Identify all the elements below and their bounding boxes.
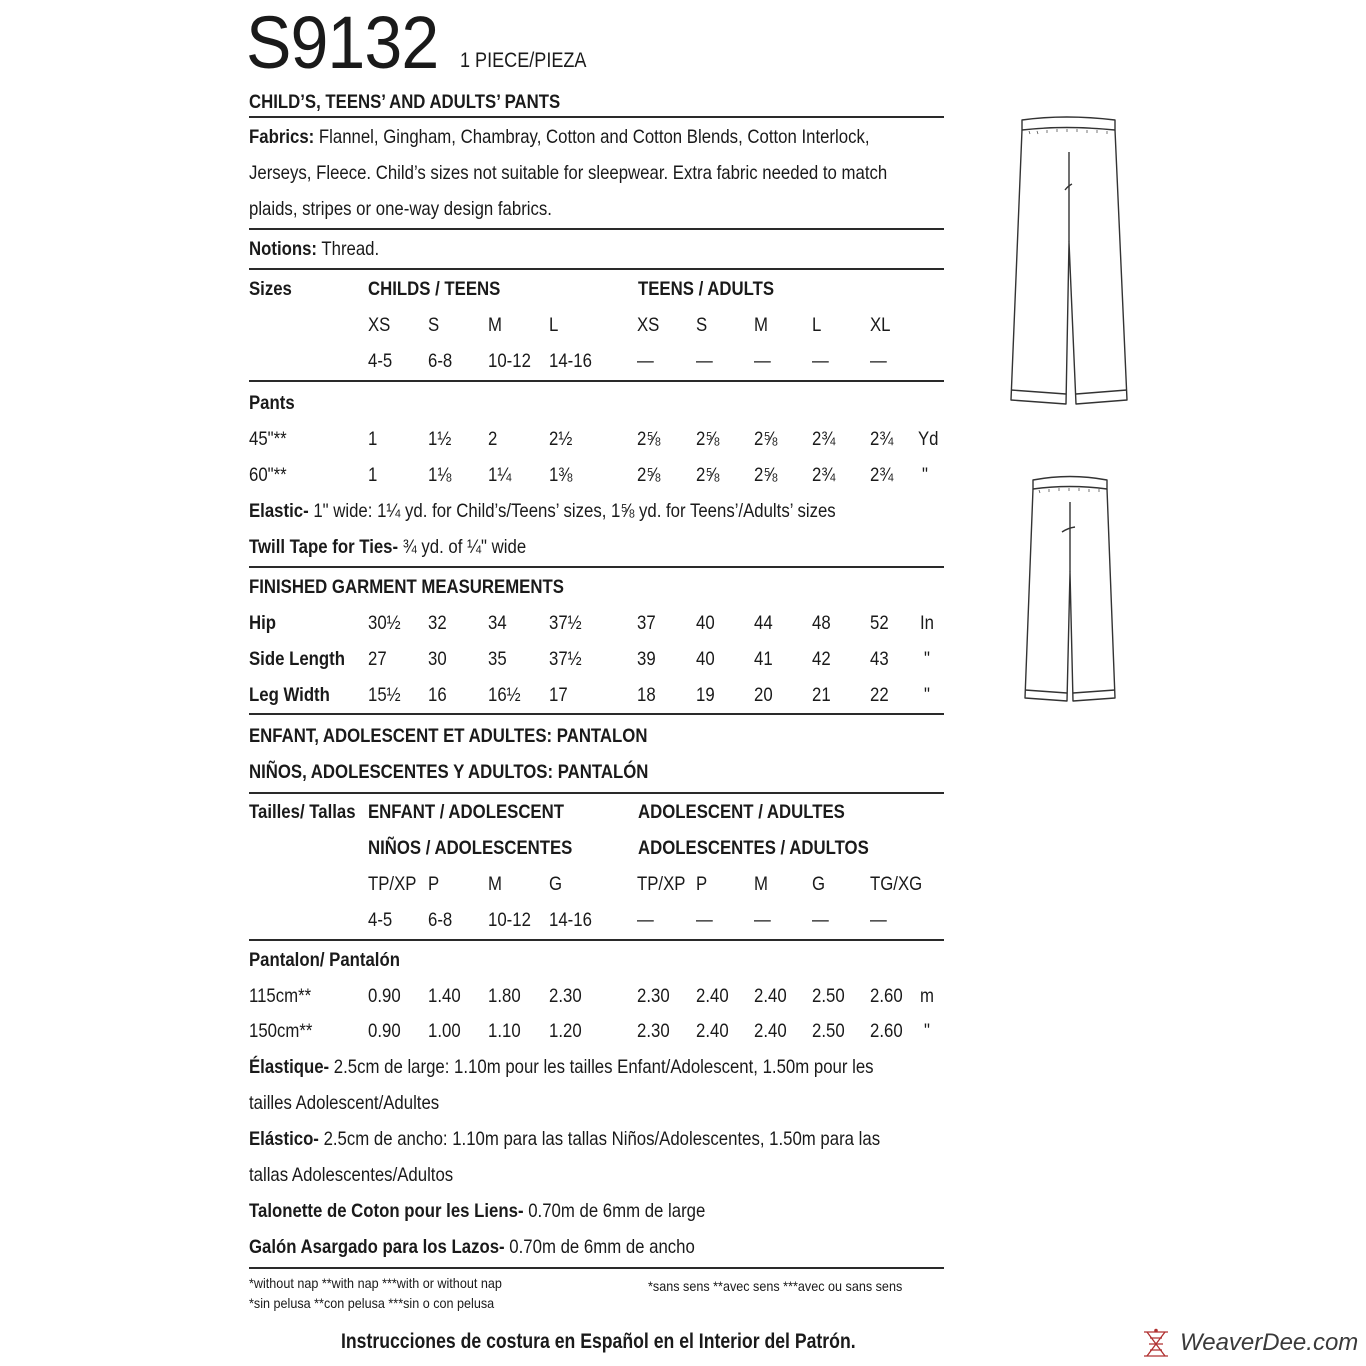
elastique-label: Élastique-: [249, 1056, 330, 1078]
meterage-row-150-cell: 0.90: [368, 1020, 401, 1042]
divider: [249, 792, 944, 794]
size-codes-row-fr-cell: TP/XP: [637, 873, 686, 895]
title-spanish: NIÑOS, ADOLESCENTES Y ADULTOS: PANTALÓN: [249, 761, 649, 783]
talonette-line: [249, 1199, 705, 1223]
size-codes-row-cell: XS: [368, 314, 391, 336]
size-codes-row-cell: XS: [637, 314, 660, 336]
size-ages-row-cell: 14-16: [549, 350, 592, 372]
pants-label: Pants: [249, 392, 295, 414]
size-ages-row-cell: —: [637, 350, 654, 372]
measure-row-hip-cell: 52: [870, 612, 889, 634]
size-ages-row-fr-cell: —: [754, 909, 771, 931]
measure-row-leg-width-cell: 16: [428, 684, 447, 706]
measure-label-leg-width: Leg Width: [249, 684, 330, 706]
measure-row-hip-cell: 44: [754, 612, 773, 634]
fabrics-line-3: plaids, stripes or one-way design fabrics.: [249, 198, 552, 220]
size-codes-row-cell: S: [428, 314, 440, 336]
measure-label-hip: Hip: [249, 612, 277, 634]
divider: [249, 268, 944, 270]
size-group-ninos-adolescentes: NIÑOS / ADOLESCENTES: [368, 837, 573, 859]
elastique-line-2: tailles Adolescent/Adultes: [249, 1092, 440, 1114]
measure-row-side-length-cell: 35: [488, 648, 507, 670]
notions-label: Notions:: [249, 238, 318, 260]
size-ages-row-cell: —: [870, 350, 887, 372]
size-group-adolescentes-adultos: ADOLESCENTES / ADULTOS: [638, 837, 869, 859]
size-codes-row-fr-cell: G: [812, 873, 826, 895]
divider: [249, 380, 944, 382]
unit-label: In: [920, 612, 934, 634]
yardage-row-45-cell: 1: [368, 428, 378, 450]
galon-label: Galón Asargado para los Lazos-: [249, 1236, 505, 1258]
yardage-row-45-cell: 2: [488, 428, 498, 450]
divider: [249, 939, 944, 941]
yardage-row-60-cell: 1: [368, 464, 378, 486]
meterage-row-115-cell: 2.30: [549, 985, 582, 1007]
size-ages-row-cell: 4-5: [368, 350, 393, 372]
footnote-spanish: *sin pelusa **con pelusa ***sin o con pelusa: [249, 1295, 495, 1311]
meterage-row-115-cell: 2.60: [870, 985, 903, 1007]
fabrics-text-1: Flannel, Gingham, Chambray, Cotton and Cotton Blends, Cotton Interlock,: [318, 126, 870, 148]
size-codes-row-fr-cell: M: [754, 873, 768, 895]
measure-row-leg-width-cell: 16½: [488, 684, 521, 706]
yardage-row-60-cell: 2⅝: [754, 464, 778, 486]
title-french: ENFANT, ADOLESCENT ET ADULTES: PANTALON: [249, 725, 648, 747]
divider: [249, 228, 944, 230]
size-ages-row-cell: —: [812, 350, 829, 372]
pants-front-drawing: [1005, 112, 1135, 412]
measure-row-side-length-cell: 43: [870, 648, 889, 670]
fabrics-label: Fabrics:: [249, 126, 315, 148]
meterage-row-150-cell: 1.10: [488, 1020, 521, 1042]
size-ages-row-cell: —: [696, 350, 713, 372]
twill-tape-line: [249, 535, 526, 559]
size-ages-row-fr-cell: 14-16: [549, 909, 592, 931]
twill-tape-label: Twill Tape for Ties-: [249, 536, 399, 558]
yardage-row-60-cell: 1⅛: [428, 464, 452, 486]
size-ages-row-cell: 6-8: [428, 350, 453, 372]
pants-back-drawing: [1015, 472, 1125, 704]
divider: [249, 713, 944, 715]
size-ages-row-cell: 10-12: [488, 350, 531, 372]
yardage-row-45-cell: 2½: [549, 428, 573, 450]
footnote-french: *sans sens **avec sens ***avec ou sans sens: [648, 1278, 903, 1294]
elastic-line: [249, 499, 836, 523]
size-codes-row-cell: L: [549, 314, 559, 336]
measure-row-hip-cell: 48: [812, 612, 831, 634]
watermark-text: WeaverDee.com: [1180, 1329, 1359, 1356]
meterage-row-150-cell: 1.00: [428, 1020, 461, 1042]
unit-label: ": [924, 684, 930, 706]
spanish-instructions-note: Instrucciones de costura en Español en el Interior del Patrón.: [341, 1330, 856, 1353]
fabrics-line-1: [249, 125, 870, 149]
measure-row-leg-width-cell: 19: [696, 684, 715, 706]
pantalon-label: Pantalon/ Pantalón: [249, 949, 400, 971]
spool-logo-icon: [1138, 1328, 1174, 1360]
size-ages-row-cell: —: [754, 350, 771, 372]
meterage-row-150-cell: 2.40: [696, 1020, 729, 1042]
measure-row-leg-width-cell: 22: [870, 684, 889, 706]
unit-label: ": [924, 648, 930, 670]
measure-row-hip-cell: 40: [696, 612, 715, 634]
size-codes-row-cell: XL: [870, 314, 891, 336]
meterage-row-115-cell: 1.80: [488, 985, 521, 1007]
notions-text: Thread.: [321, 238, 380, 260]
size-codes-row-fr-cell: G: [549, 873, 563, 895]
size-codes-row-cell: M: [488, 314, 502, 336]
measure-row-side-length-cell: 27: [368, 648, 387, 670]
size-group-adolescent-adultes: ADOLESCENT / ADULTES: [638, 801, 845, 823]
yardage-row-60-cell: 2¾: [870, 464, 894, 486]
measure-row-hip-cell: 37: [637, 612, 656, 634]
measure-row-hip-cell: 32: [428, 612, 447, 634]
elastico-line-1: [249, 1127, 880, 1151]
size-codes-row-fr-cell: M: [488, 873, 502, 895]
meterage-row-label: 115cm**: [249, 985, 312, 1007]
measure-row-side-length-cell: 30: [428, 648, 447, 670]
divider: [249, 116, 944, 118]
elastico-line-2: tallas Adolescentes/Adultos: [249, 1164, 454, 1186]
meterage-row-115-cell: 0.90: [368, 985, 401, 1007]
size-ages-row-fr-cell: 4-5: [368, 909, 393, 931]
size-codes-row-fr-cell: TG/XG: [870, 873, 923, 895]
fabrics-line-2: Jerseys, Fleece. Child’s sizes not suitable for sleepwear. Extra fabric needed to match: [249, 162, 888, 184]
tailles-tallas-label: Tailles/ Tallas: [249, 801, 356, 823]
pattern-title: CHILD’S, TEENS’ AND ADULTS’ PANTS: [249, 91, 561, 113]
elastic-label: Elastic-: [249, 500, 309, 522]
measure-row-leg-width-cell: 20: [754, 684, 773, 706]
size-codes-row-fr-cell: TP/XP: [368, 873, 417, 895]
meterage-row-150-cell: 1.20: [549, 1020, 582, 1042]
pattern-number: S9132: [246, 1, 439, 84]
talonette-text: 0.70m de 6mm de large: [528, 1200, 706, 1222]
measure-row-side-length-cell: 41: [754, 648, 773, 670]
elastico-text-1: 2.5cm de ancho: 1.10m para las tallas Niños/Adolescentes, 1.50m para las: [323, 1128, 881, 1150]
measure-row-leg-width-cell: 15½: [368, 684, 401, 706]
yardage-row-45-cell: 2⅝: [637, 428, 661, 450]
elastic-text: 1" wide: 1¼ yd. for Child’s/Teens’ sizes, 1⅝ yd. for Teens’/Adults’ sizes: [313, 500, 836, 522]
meterage-row-115-cell: 1.40: [428, 985, 461, 1007]
yardage-row-45-cell: 1½: [428, 428, 452, 450]
size-codes-row-fr-cell: P: [428, 873, 440, 895]
elastique-text-1: 2.5cm de large: 1.10m pour les tailles Enfant/Adolescent, 1.50m pour les: [333, 1056, 874, 1078]
yardage-row-45-cell: 2¾: [870, 428, 894, 450]
finished-measurements-heading: FINISHED GARMENT MEASUREMENTS: [249, 576, 564, 598]
yardage-row-60-cell: 2⅝: [696, 464, 720, 486]
yardage-row-45-cell: 2¾: [812, 428, 836, 450]
unit-label: ": [924, 1020, 930, 1042]
meterage-row-150-cell: 2.30: [637, 1020, 670, 1042]
meterage-row-150-cell: 2.60: [870, 1020, 903, 1042]
divider: [249, 566, 944, 568]
measure-row-leg-width-cell: 17: [549, 684, 568, 706]
yardage-row-45-cell: 2⅝: [696, 428, 720, 450]
yardage-row-60-cell: 1¼: [488, 464, 512, 486]
yardage-row-60-cell: 1⅜: [549, 464, 573, 486]
elastico-label: Elástico-: [249, 1128, 319, 1150]
meterage-row-115-cell: 2.40: [754, 985, 787, 1007]
size-codes-row-fr-cell: P: [696, 873, 708, 895]
measure-row-side-length-cell: 39: [637, 648, 656, 670]
talonette-label: Talonette de Coton pour les Liens-: [249, 1200, 524, 1222]
measure-row-side-length-cell: 40: [696, 648, 715, 670]
size-ages-row-fr-cell: 10-12: [488, 909, 531, 931]
notions-line: [249, 237, 379, 261]
footnote-english: *without nap **with nap ***with or without nap: [249, 1275, 502, 1291]
divider: [249, 1267, 944, 1269]
size-ages-row-fr-cell: 6-8: [428, 909, 453, 931]
measure-row-side-length-cell: 37½: [549, 648, 582, 670]
size-ages-row-fr-cell: —: [812, 909, 829, 931]
size-group-enfant-adolescent: ENFANT / ADOLESCENT: [368, 801, 564, 823]
yardage-row-60-cell: 2¾: [812, 464, 836, 486]
meterage-row-150-cell: 2.50: [812, 1020, 845, 1042]
sizes-label: Sizes: [249, 278, 292, 300]
size-group-teens-adults: TEENS / ADULTS: [638, 278, 775, 300]
galon-text: 0.70m de 6mm de ancho: [509, 1236, 695, 1258]
elastique-line-1: [249, 1055, 874, 1079]
measure-row-leg-width-cell: 21: [812, 684, 831, 706]
meterage-row-115-cell: 2.50: [812, 985, 845, 1007]
size-codes-row-cell: M: [754, 314, 768, 336]
size-ages-row-fr-cell: —: [696, 909, 713, 931]
unit-label: ": [922, 464, 928, 486]
measure-row-hip-cell: 30½: [368, 612, 401, 634]
unit-label: Yd: [918, 428, 939, 450]
meterage-row-label: 150cm**: [249, 1020, 313, 1042]
twill-tape-text: ¾ yd. of ¼" wide: [402, 536, 527, 558]
size-ages-row-fr-cell: —: [637, 909, 654, 931]
yardage-row-label: 60"**: [249, 464, 287, 486]
measure-row-hip-cell: 37½: [549, 612, 582, 634]
size-codes-row-cell: S: [696, 314, 708, 336]
meterage-row-115-cell: 2.40: [696, 985, 729, 1007]
galon-line: [249, 1235, 695, 1259]
size-ages-row-fr-cell: —: [870, 909, 887, 931]
piece-count: 1 PIECE/PIEZA: [460, 49, 587, 72]
watermark: [1138, 1322, 1366, 1366]
meterage-row-150-cell: 2.40: [754, 1020, 787, 1042]
yardage-row-45-cell: 2⅝: [754, 428, 778, 450]
measure-label-side-length: Side Length: [249, 648, 345, 670]
size-group-childs-teens: CHILDS / TEENS: [368, 278, 501, 300]
yardage-row-label: 45"**: [249, 428, 287, 450]
size-codes-row-cell: L: [812, 314, 822, 336]
yardage-row-60-cell: 2⅝: [637, 464, 661, 486]
meterage-row-115-cell: 2.30: [637, 985, 670, 1007]
measure-row-hip-cell: 34: [488, 612, 507, 634]
measure-row-leg-width-cell: 18: [637, 684, 656, 706]
measure-row-side-length-cell: 42: [812, 648, 831, 670]
unit-label: m: [920, 985, 934, 1007]
